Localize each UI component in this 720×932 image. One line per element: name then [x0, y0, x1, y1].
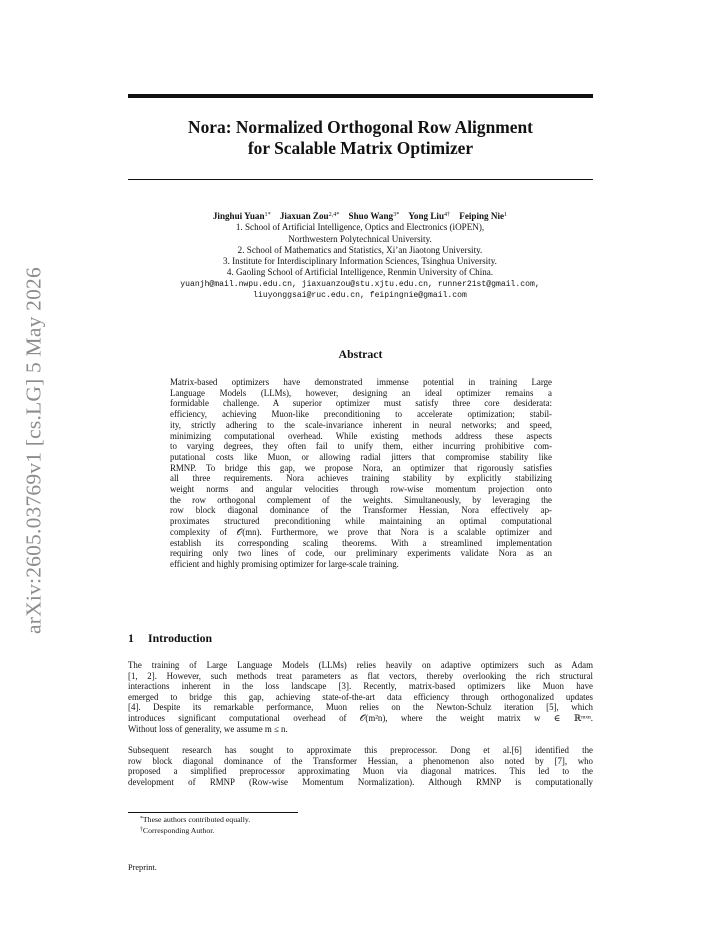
affiliation-line: Northwestern Polytechnical University. [288, 233, 432, 244]
author [349, 211, 400, 221]
footnote-text: These authors contributed equally. [142, 815, 251, 824]
affiliation-line: 1. School of Artificial Intelligence, Optics and Electronics (iOPEN), [235, 222, 485, 233]
abstract-line: proximates structured preconditioning while maintaining an optimal computational [170, 516, 552, 527]
abstract-line: ity, strictly adhering to the scale-invariance inherent in neural networks; and speed, [170, 419, 552, 430]
paragraph-line: development of RMNP (Row-wise Momentum Normalization). Although RMNP is computationally [128, 776, 593, 787]
author [459, 211, 507, 221]
title-line-2: for Scalable Matrix Optimizer [247, 138, 474, 158]
paragraph-line: Without loss of generality, we assume m ≤ n. [128, 723, 288, 734]
paragraph-line: Subsequent research has sought to approximate this preprocessor. Dong et al.[6] identified the [128, 745, 593, 755]
abstract-line: row block diagonal dominance of the Transformer Hessian, Nora effectively ap- [170, 505, 552, 516]
introduction-paragraph-1 [128, 660, 593, 734]
author-affiliation-mark: 1* [264, 211, 271, 218]
abstract-line: complexity of 𝒪(mn). Furthermore, we prove that Nora is a scalable optimizer and [170, 526, 552, 537]
affiliation-line: 3. Institute for Interdisciplinary Information Sciences, Tsinghua University. [223, 256, 497, 267]
abstract-line: all three requirements. Nora achieves training stability by explicitly stabilizing [170, 473, 552, 484]
footnotes [140, 815, 250, 836]
affiliation-line: 4. Gaoling School of Artificial Intelligence, Renmin University of China. [226, 267, 494, 278]
author-name: Jiaxuan Zou [279, 211, 329, 221]
abstract-line: the row orthogonal complement of the weights. Simultaneously, by leveraging the [170, 494, 552, 505]
author-affiliation-mark: 2,4* [328, 211, 340, 218]
abstract-line: formidable challenge. A superior optimizer must satisfy three core desiderata: [170, 398, 552, 409]
abstract-line: efficiency, achieving Muon-like preconditioning to accelerate optimization; stabil- [170, 409, 552, 420]
author-affiliation-mark: 1 [504, 211, 508, 218]
paragraph-line: [4]. Despite its remarkable performance, Muon relies on the Newton-Schulz iteration [5], which [128, 702, 593, 713]
abstract-line: Matrix-based optimizers have demonstrated immense potential in training Large [170, 377, 552, 387]
author-block [100, 211, 620, 301]
author-name: Shuo Wang [348, 211, 394, 221]
paper-title [128, 117, 593, 159]
author [408, 211, 450, 221]
footnote-mark: * [140, 816, 143, 822]
abstract-line: RMNP. To bridge this gap, we propose Nora, an optimizer that rigorously satisfies [170, 462, 552, 473]
paragraph-line: [1, 2]. However, such methods treat parameters as flat vectors, thereby overlooking the rich structural [128, 670, 593, 681]
email-line: liuyonggsai@ruc.edu.cn, feipingnie@gmail.com [253, 291, 467, 301]
paragraph-line: introduces significant computational overhead of 𝒪(m²n), where the weight matrix w ∈ ℝᵐˣⁿ. [128, 712, 593, 723]
paragraph-line: emerged to bridge this gap, achieving state-of-the-art data efficiency through orthogonalized updates [128, 691, 593, 702]
author [213, 211, 271, 221]
title-bottom-rule [128, 179, 593, 180]
paragraph-line: proposed a simplified preprocessor approximating Muon via diagonal matrices. This led to the [128, 766, 593, 777]
author-affiliation-mark: 4† [444, 211, 451, 218]
paragraph-line: row block diagonal dominance of the Transformer Hessian, a phenomenon also noted by [7], who [128, 755, 593, 766]
introduction-paragraph-2 [128, 745, 593, 787]
abstract-line: Language Models (LLMs), however, designing an ideal optimizer remains a [170, 387, 552, 398]
author-name: Jinghui Yuan [212, 211, 265, 221]
author-name: Feiping Nie [459, 211, 505, 221]
arxiv-identifier-stamp: arXiv:2605.03769v1 [cs.LG] 5 May 2026 [21, 267, 46, 634]
paragraph-line: The training of Large Language Models (LLMs) relies heavily on adaptive optimizers such as Adam [128, 660, 593, 670]
author-names [100, 211, 620, 222]
title-top-rule [128, 94, 593, 98]
section-number: 1 [128, 631, 134, 645]
email-line: yuanjh@mail.nwpu.edu.cn, jiaxuanzou@stu.xjtu.edu.cn, runner21st@gmail.com, [180, 279, 540, 289]
author [280, 211, 340, 221]
affiliation-line: 2. School of Mathematics and Statistics, Xi’an Jiaotong University. [237, 244, 483, 255]
footnote [140, 826, 250, 837]
abstract-line: establish its corresponding scaling theorems. With a streamlined implementation [170, 537, 552, 548]
abstract-heading: Abstract [338, 347, 383, 361]
footnote-mark: † [140, 826, 143, 833]
abstract-line: requiring only two lines of code, our preliminary experiments validate Nora as an [170, 548, 552, 559]
abstract-line: efficient and highly promising optimizer for large-scale training. [170, 558, 399, 569]
section-title: Introduction [148, 631, 213, 645]
author-affiliation-mark: 3* [393, 211, 400, 218]
footnote-rule [128, 812, 298, 813]
preprint-label: Preprint. [128, 863, 157, 872]
paragraph-line: interactions inherent in the loss landscape [3]. Recently, matrix-based optimizers like Muon have [128, 681, 593, 692]
abstract-line: to varying degrees, they often fail to unify them, either incurring prohibitive com- [170, 441, 552, 452]
abstract-line: minimizing computational overhead. While existing methods address these aspects [170, 430, 552, 441]
abstract-line: weight norms and angular velocities through row-wise momentum projection onto [170, 484, 552, 495]
title-line-1: Nora: Normalized Orthogonal Row Alignment [188, 117, 533, 137]
footnote-text: Corresponding Author. [142, 825, 215, 835]
author-name: Yong Liu [408, 211, 445, 221]
abstract-line: putational costs like Muon, or allowing radial jitters that compromise stability like [170, 451, 552, 462]
section-heading-introduction [128, 631, 212, 646]
abstract-body [170, 377, 552, 570]
footnote [140, 815, 250, 826]
